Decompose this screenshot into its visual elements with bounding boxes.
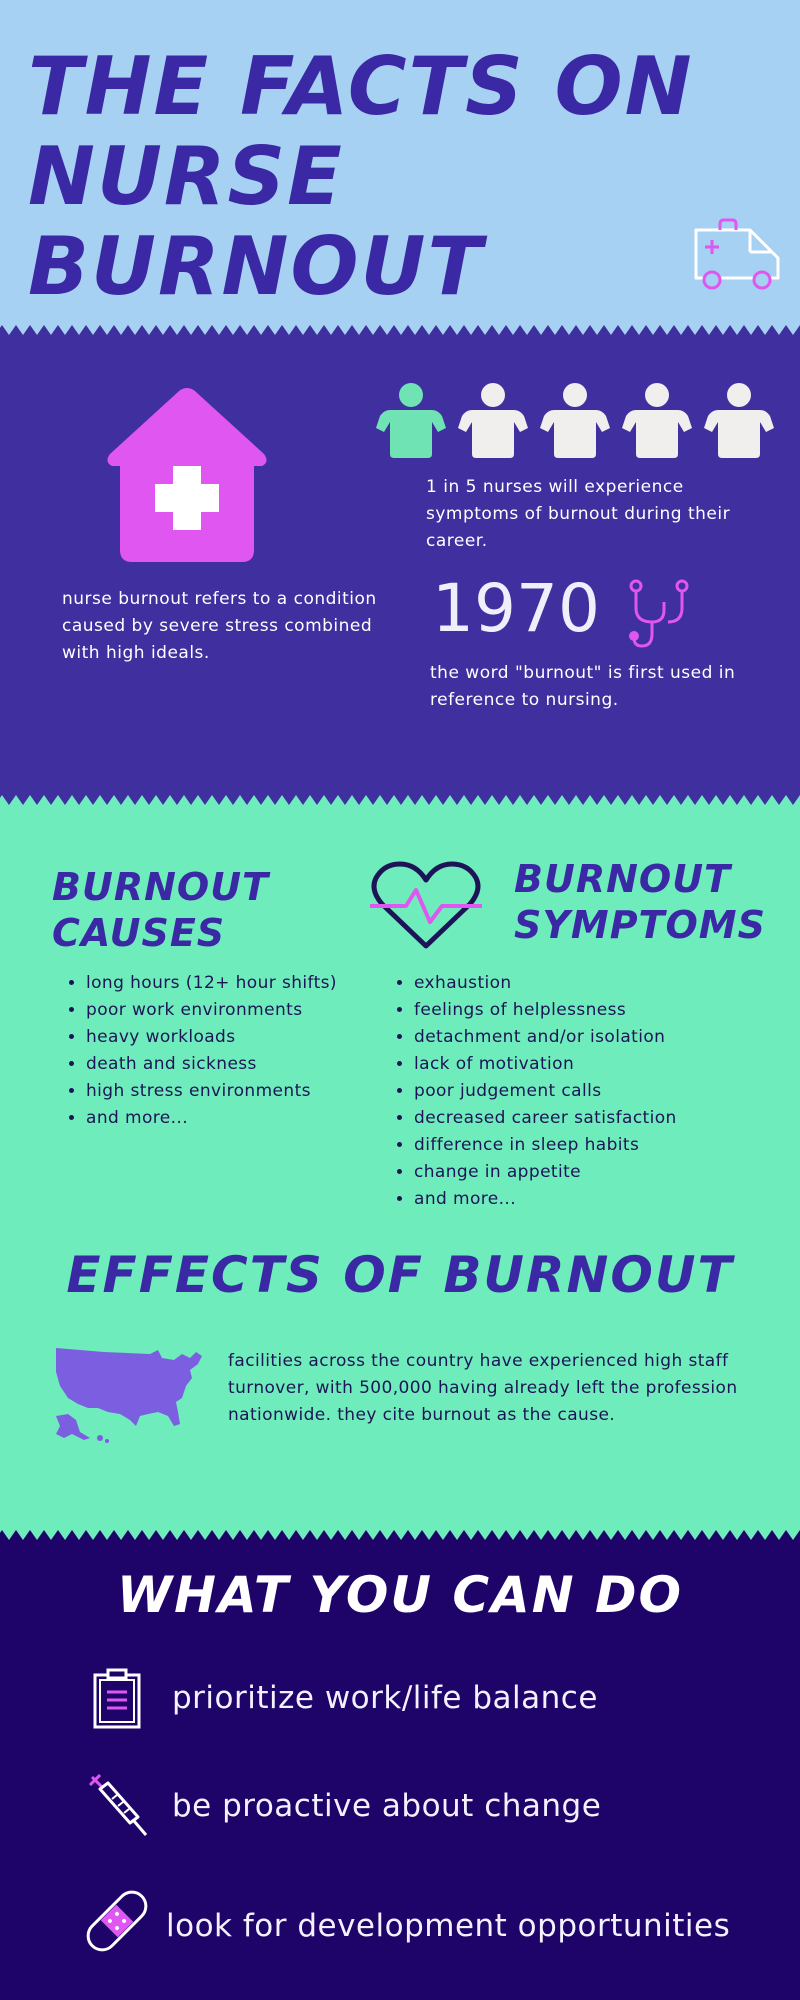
ambulance-icon bbox=[690, 218, 782, 292]
causes-heading: BURNOUT CAUSES bbox=[52, 865, 269, 955]
syringe-icon bbox=[88, 1773, 150, 1839]
zigzag-divider bbox=[0, 319, 800, 337]
person-icon bbox=[458, 382, 528, 458]
house-medical-icon bbox=[104, 382, 270, 564]
header-section bbox=[0, 0, 800, 320]
list-item: • death and sickness bbox=[86, 1051, 386, 1078]
year-figure: 1970 bbox=[432, 570, 600, 647]
effects-text: facilities across the country have experienced high staff turnover, with 500,000 having already left the profession nationwide. they cite burnout as the cause. bbox=[228, 1351, 738, 1425]
list-item: • and more... bbox=[414, 1186, 800, 1213]
list-item: • lack of motivation bbox=[414, 1051, 800, 1078]
facts-section bbox=[0, 320, 800, 790]
page-title bbox=[28, 42, 800, 312]
action-item-2: be proactive about change bbox=[172, 1788, 602, 1824]
person-icon bbox=[376, 382, 446, 458]
list-item: • long hours (12+ hour shifts) bbox=[86, 970, 386, 997]
causes-symptoms-section bbox=[0, 790, 800, 1525]
clipboard-icon bbox=[92, 1668, 142, 1730]
list-item: • exhaustion bbox=[414, 970, 800, 997]
symptoms-heading: BURNOUT SYMPTOMS bbox=[514, 857, 766, 947]
person-icon bbox=[622, 382, 692, 458]
list-item: • difference in sleep habits bbox=[414, 1132, 800, 1159]
list-item: • feelings of helplessness bbox=[414, 997, 800, 1024]
burnout-definition: nurse burnout refers to a condition caused by severe stress combined with high ideals. bbox=[62, 589, 377, 663]
list-item: • change in appetite bbox=[414, 1159, 800, 1186]
symptoms-list bbox=[380, 970, 800, 1213]
zigzag-divider bbox=[0, 789, 800, 807]
list-item: • poor work environments bbox=[86, 997, 386, 1024]
person-icon bbox=[540, 382, 610, 458]
effects-heading: EFFECTS OF BURNOUT bbox=[66, 1246, 734, 1304]
action-item-1: prioritize work/life balance bbox=[172, 1680, 598, 1716]
ratio-text: 1 in 5 nurses will experience symptoms of burnout during their career. bbox=[426, 477, 731, 551]
usa-map-icon bbox=[50, 1342, 206, 1446]
person-icon bbox=[704, 382, 774, 458]
list-item: • decreased career satisfaction bbox=[414, 1105, 800, 1132]
list-item: • high stress environments bbox=[86, 1078, 386, 1105]
list-item: • and more... bbox=[86, 1105, 386, 1132]
bandage-icon bbox=[86, 1887, 148, 1955]
causes-list bbox=[52, 970, 386, 1132]
year-text: the word "burnout" is first used in reference to nursing. bbox=[430, 663, 736, 710]
list-item: • heavy workloads bbox=[86, 1024, 386, 1051]
action-item-3: look for development opportunities bbox=[166, 1908, 731, 1944]
list-item: • detachment and/or isolation bbox=[414, 1024, 800, 1051]
list-item: • poor judgement calls bbox=[414, 1078, 800, 1105]
stethoscope-icon bbox=[628, 578, 690, 650]
zigzag-divider bbox=[0, 1524, 800, 1542]
nurse-ratio-figures bbox=[376, 382, 776, 462]
heartbeat-icon bbox=[368, 860, 484, 952]
actions-section bbox=[0, 1525, 800, 2000]
title-line-2: NURSE BURNOUT bbox=[28, 130, 485, 313]
actions-heading: WHAT YOU CAN DO bbox=[116, 1566, 683, 1624]
title-line-1: THE FACTS ON bbox=[28, 40, 694, 133]
